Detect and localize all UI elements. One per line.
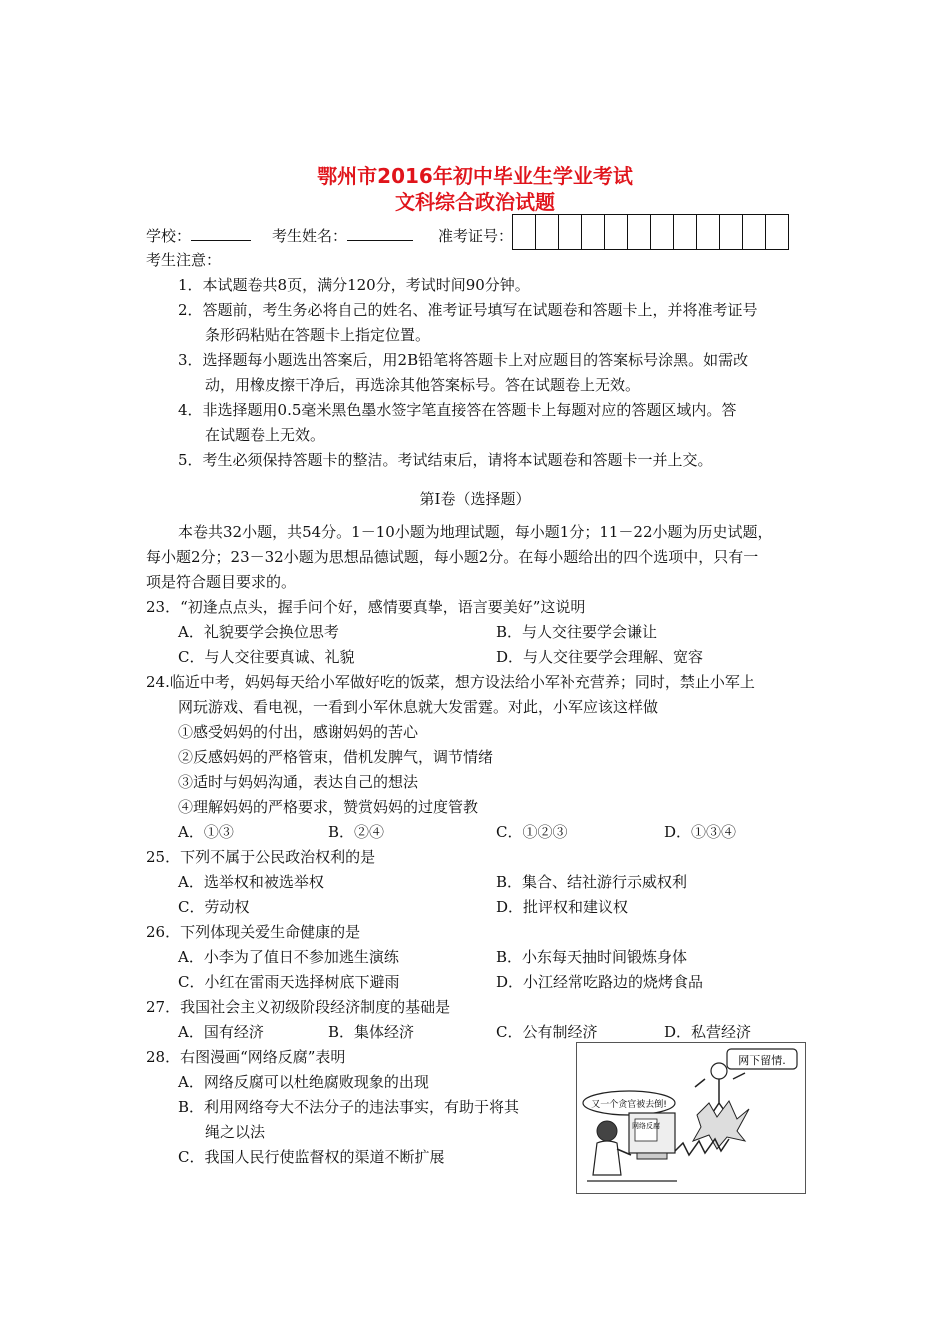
q28-option-a: A．网络反腐可以杜绝腐败现象的出现 (178, 1073, 429, 1091)
q23-option-d: D．与人交往要学会理解、宽容 (496, 648, 704, 666)
q24-stem: 24.临近中考，妈妈每天给小军做好吃的饭菜，想方设法给小军补充营养；同时，禁止小军上 (146, 673, 755, 691)
q25-option-d: D．批评权和建议权 (496, 898, 629, 916)
q26-option-b: B．小东每天抽时间锻炼身体 (496, 948, 688, 966)
notice-heading: 考生注意： (146, 251, 222, 269)
q26-option-c: C．小红在雷雨天选择树底下避雨 (178, 973, 400, 991)
section-intro: 本卷共32小题，共54分。1－10小题为地理试题，每小题1分；11－22小题为历史试题， (178, 523, 773, 541)
q25-option-c: C．劳动权 (178, 898, 250, 916)
q25-stem: 25．下列不属于公民政治权利的是 (146, 848, 376, 866)
notice-item: 条形码粘贴在答题卡上指定位置。 (205, 326, 431, 344)
school-blank[interactable] (191, 226, 251, 241)
q23-stem: 23．“初逢点点头，握手问个好，感情要真挚，语言要美好”这说明 (146, 598, 586, 616)
school-field (146, 226, 251, 246)
section-title: 第Ⅰ卷（选择题） (419, 490, 531, 508)
q24-stem-cont: 网玩游戏、看电视，一看到小军休息就大发雷霆。对此，小军应该这样做 (178, 698, 659, 716)
anti-corruption-cartoon (576, 1042, 806, 1194)
q27-stem: 27．我国社会主义初级阶段经济制度的基础是 (146, 998, 451, 1016)
section-intro: 项是符合题目要求的。 (146, 573, 297, 591)
notice-item: 2．答题前，考生务必将自己的姓名、准考证号填写在试题卷和答题卡上，并将准考证号 (178, 301, 758, 319)
q28-option-b: B．利用网络夸大不法分子的违法事实，有助于将其 (178, 1098, 520, 1116)
speech-text-left: 又一个贪官被去倒! (591, 1100, 667, 1110)
speech-text-right: 网下留情. (738, 1054, 786, 1067)
q28-stem: 28．右图漫画“网络反腐”表明 (146, 1048, 346, 1066)
q23-option-c: C．与人交往要真诚、礼貌 (178, 648, 355, 666)
id-number-boxes[interactable] (512, 214, 789, 250)
q27-option-c: C．公有制经济 (496, 1023, 598, 1041)
q24-option-b: B．②④ (328, 823, 385, 841)
q27-option-b: B．集体经济 (328, 1023, 415, 1041)
q25-option-b: B．集合、结社游行示威权利 (496, 873, 688, 891)
exam-title: 鄂州市2016年初中毕业生学业考试 (317, 164, 633, 188)
school-label: 学校： (146, 227, 192, 245)
q24-statement: ①感受妈妈的付出，感谢妈妈的苦心 (178, 723, 419, 741)
name-blank[interactable] (347, 226, 413, 241)
q25-option-a: A．选举权和被选举权 (178, 873, 324, 891)
name-label: 考生姓名： (272, 227, 348, 245)
q28-option-b-cont: 绳之以法 (205, 1123, 266, 1141)
q27-option-d: D．私营经济 (664, 1023, 752, 1041)
cartoon-drawing (577, 1043, 805, 1193)
q27-option-a: A．国有经济 (178, 1023, 264, 1041)
name-field (272, 226, 413, 246)
notice-item: 4．非选择题用0.5毫米黑色墨水签字笔直接答在答题卡上每题对应的答题区域内。答 (178, 401, 737, 419)
id-label: 准考证号： (438, 227, 514, 245)
q24-statement: ②反感妈妈的严格管束，借机发脾气，调节情绪 (178, 748, 494, 766)
screen-text: 网络反腐 (632, 1122, 660, 1130)
q26-stem: 26．下列体现关爱生命健康的是 (146, 923, 361, 941)
notice-item: 3．选择题每小题选出答案后，用2B铅笔将答题卡上对应题目的答案标号涂黑。如需改 (178, 351, 749, 369)
q24-statement: ③适时与妈妈沟通，表达自己的想法 (178, 773, 419, 791)
q24-option-a: A．①③ (178, 823, 234, 841)
exam-subtitle: 文科综合政治试题 (395, 190, 555, 214)
q26-option-d: D．小江经常吃路边的烧烤食品 (496, 973, 704, 991)
q26-option-a: A．小李为了值日不参加逃生演练 (178, 948, 399, 966)
q28-option-c: C．我国人民行使监督权的渠道不断扩展 (178, 1148, 445, 1166)
q24-option-d: D．①③④ (664, 823, 737, 841)
notice-item: 动，用橡皮擦干净后，再选涂其他答案标号。答在试题卷上无效。 (205, 376, 641, 394)
q24-statement: ④理解妈妈的严格要求，赞赏妈妈的过度管教 (178, 798, 479, 816)
q24-option-c: C．①②③ (496, 823, 568, 841)
notice-item: 在试题卷上无效。 (205, 426, 326, 444)
notice-item: 1．本试题卷共8页，满分120分，考试时间90分钟。 (178, 276, 530, 294)
q23-option-b: B．与人交往要学会谦让 (496, 623, 658, 641)
q23-option-a: A．礼貌要学会换位思考 (178, 623, 339, 641)
notice-item: 5．考生必须保持答题卡的整洁。考试结束后，请将本试题卷和答题卡一并上交。 (178, 451, 713, 469)
section-intro: 每小题2分；23－32小题为思想品德试题，每小题2分。在每小题给出的四个选项中，只有一 (146, 548, 759, 566)
